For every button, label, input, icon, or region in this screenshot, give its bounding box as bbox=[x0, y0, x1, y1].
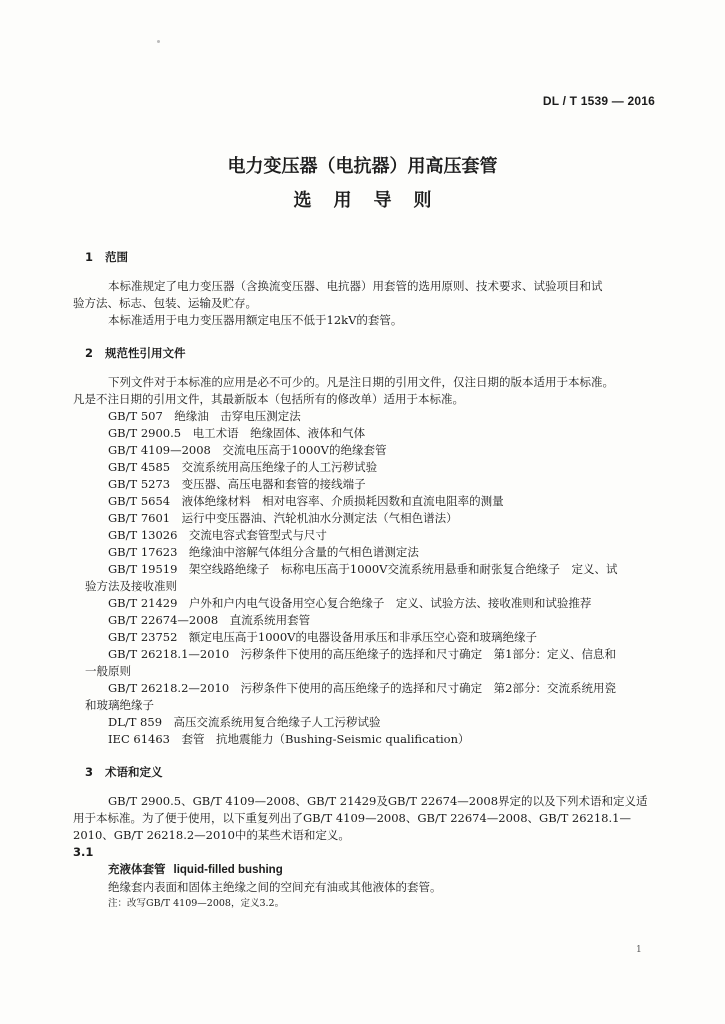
reference-item: GB/T 5273 变压器、高压电器和套管的接线端子 bbox=[108, 477, 366, 491]
term-chinese: 充液体套管 bbox=[108, 862, 166, 876]
term-definition: 绝缘套内表面和固体主绝缘之间的空间充有油或其他液体的套管。 bbox=[108, 880, 442, 894]
scope-paragraph-2: 本标准适用于电力变压器用额定电压不低于12kV的套管。 bbox=[108, 313, 403, 327]
reference-item: GB/T 7601 运行中变压器油、汽轮机油水分测定法（气相色谱法） bbox=[108, 511, 458, 525]
reference-item: GB/T 19519 架空线路绝缘子 标称电压高于1000V交流系统用悬垂和耐张复合绝缘子 定义、试 bbox=[108, 562, 618, 576]
reference-item: GB/T 26218.2—2010 污秽条件下使用的高压绝缘子的选择和尺寸确定 第2部分：交流系统用瓷 bbox=[108, 681, 616, 695]
reference-item: GB/T 17623 绝缘油中溶解气体组分含量的气相色谱测定法 bbox=[108, 545, 419, 559]
reference-item: GB/T 21429 户外和户内电气设备用空心复合绝缘子 定义、试验方法、接收准则和试验推荐 bbox=[108, 596, 592, 610]
term-number: 3.1 bbox=[73, 845, 94, 859]
term-english: liquid-filled bushing bbox=[173, 864, 283, 876]
document-body bbox=[73, 249, 657, 912]
section-title: 范围 bbox=[105, 250, 128, 264]
reference-item-continuation: 和玻璃绝缘子 bbox=[85, 698, 154, 712]
reference-item: DL/T 859 高压交流系统用复合绝缘子人工污秽试验 bbox=[108, 715, 381, 729]
section-1-heading bbox=[85, 249, 657, 266]
section-title: 规范性引用文件 bbox=[105, 346, 186, 360]
reference-item: GB/T 23752 额定电压高于1000V的电器设备用承压和非承压空心瓷和玻璃绝缘子 bbox=[108, 630, 537, 644]
document-title: 电力变压器（电抗器）用高压套管 bbox=[227, 156, 498, 177]
references-intro-line-2: 凡是不注日期的引用文件，其最新版本（包括所有的修改单）适用于本标准。 bbox=[73, 392, 464, 406]
section-number: 2 bbox=[85, 346, 94, 360]
terms-intro-line-1: GB/T 2900.5、GB/T 4109—2008、GB/T 21429及GB/T 22674—2008界定的以及下列术语和定义适 bbox=[108, 794, 648, 808]
section-3-heading bbox=[85, 764, 657, 781]
references-intro-line-1: 下列文件对于本标准的应用是必不可少的。凡是注日期的引用文件，仅注日期的版本适用于本标准。 bbox=[108, 375, 614, 389]
reference-item: IEC 61463 套管 抗地震能力（Bushing-Seismic qualification） bbox=[108, 732, 470, 746]
reference-item: GB/T 2900.5 电工术语 绝缘固体、液体和气体 bbox=[108, 426, 366, 440]
reference-item-continuation: 一般原则 bbox=[85, 664, 131, 678]
reference-item: GB/T 4585 交流系统用高压绝缘子的人工污秽试验 bbox=[108, 460, 378, 474]
document-subtitle: 选用导则 bbox=[293, 190, 454, 211]
standard-code: DL / T 1539 — 2016 bbox=[542, 94, 655, 108]
reference-item-continuation: 验方法及接收准则 bbox=[85, 579, 177, 593]
reference-item: GB/T 22674—2008 直流系统用套管 bbox=[108, 613, 311, 627]
section-number: 3 bbox=[85, 765, 94, 779]
term-title bbox=[85, 861, 657, 879]
reference-item: GB/T 5654 液体绝缘材料 相对电容率、介质损耗因数和直流电阻率的测量 bbox=[108, 494, 504, 508]
section-title: 术语和定义 bbox=[105, 765, 163, 779]
term-note: 注：改写GB/T 4109—2008，定义3.2。 bbox=[108, 898, 285, 909]
page-number: 1 bbox=[636, 945, 642, 955]
terms-intro-line-2: 用于本标准。为了便于使用，以下重复列出了GB/T 4109—2008、GB/T 22674—2008、GB/T 26218.1— bbox=[73, 811, 631, 825]
scope-paragraph-1-line-1: 本标准规定了电力变压器（含换流变压器、电抗器）用套管的选用原则、技术要求、试验项目和试 bbox=[108, 279, 603, 293]
reference-item: GB/T 4109—2008 交流电压高于1000V的绝缘套管 bbox=[108, 443, 387, 457]
reference-item: GB/T 26218.1—2010 污秽条件下使用的高压绝缘子的选择和尺寸确定 第1部分：定义、信息和 bbox=[108, 647, 616, 661]
section-2-heading bbox=[85, 345, 657, 362]
scan-mark bbox=[157, 40, 160, 43]
scope-paragraph-1-line-2: 验方法、标志、包装、运输及贮存。 bbox=[73, 296, 257, 310]
terms-intro-line-3: 2010、GB/T 26218.2—2010中的某些术语和定义。 bbox=[73, 828, 350, 842]
section-number: 1 bbox=[85, 250, 94, 264]
reference-item: GB/T 13026 交流电容式套管型式与尺寸 bbox=[108, 528, 327, 542]
reference-item: GB/T 507 绝缘油 击穿电压测定法 bbox=[108, 409, 301, 423]
reference-list bbox=[85, 408, 657, 748]
